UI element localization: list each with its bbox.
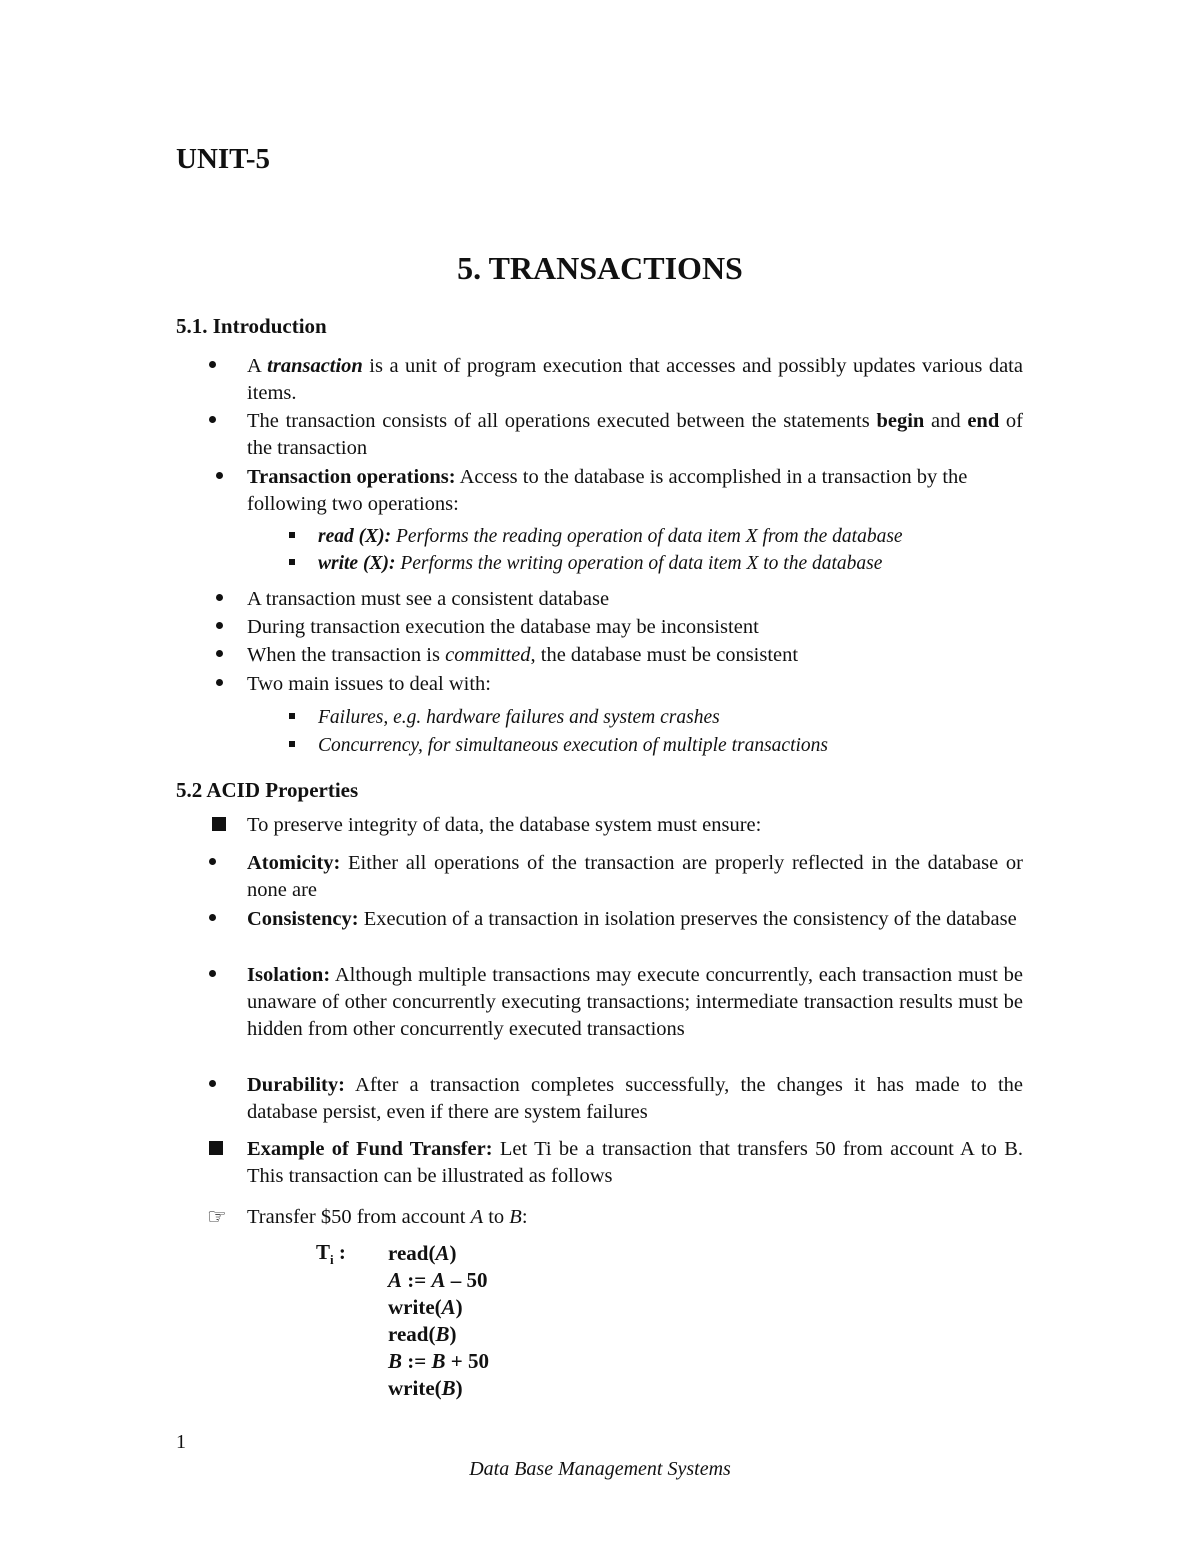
code-line: read(B) [388, 1322, 457, 1346]
property-consistency [247, 906, 1023, 933]
square-bullet-icon [282, 733, 302, 760]
item-label: Transaction operations: [247, 466, 456, 488]
var-b: B [509, 1206, 522, 1228]
property-atomicity [247, 850, 1023, 904]
property-durability [247, 1072, 1023, 1126]
chapter-title: 5. TRANSACTIONS [457, 250, 743, 286]
text: Execution of a transaction in isolation preserves the consistency of the database [358, 908, 1017, 930]
text: A [247, 355, 268, 377]
unit-title: UNIT-5 [176, 143, 271, 175]
property-label: Atomicity: [247, 852, 341, 874]
bullet-icon [209, 671, 229, 698]
code-line: write(A) [388, 1295, 463, 1319]
bullet-icon [209, 586, 229, 613]
text: When the transaction is [247, 644, 446, 666]
footer-title: Data Base Management Systems [469, 1458, 731, 1480]
bullet-icon [209, 850, 229, 877]
code-line: A := A – 50 [388, 1268, 488, 1292]
square-bullet-icon [282, 705, 302, 732]
bullet-icon [209, 614, 229, 641]
square-bullet-icon [209, 1136, 229, 1163]
property-label: Durability: [247, 1074, 345, 1096]
var-a: A [470, 1206, 484, 1228]
text: A transaction must see a consistent database [247, 588, 610, 610]
code-line: B := B + 50 [388, 1349, 489, 1373]
term: transaction [267, 355, 363, 377]
op-label: read (X): [318, 526, 392, 547]
text: of the transaction [247, 410, 1023, 459]
list-item [247, 671, 1023, 698]
transfer-line [207, 1204, 1023, 1231]
bullet-icon [209, 408, 229, 435]
keyword-begin: begin [876, 410, 925, 432]
square-bullet-icon [282, 551, 302, 578]
text: to [483, 1206, 510, 1228]
text: and [924, 410, 968, 432]
keyword-end: end [967, 410, 1000, 432]
acid-intro [247, 812, 1023, 839]
text: : [521, 1206, 528, 1228]
bullet-icon [209, 464, 229, 491]
text: During transaction execution the database may be inconsistent [247, 616, 759, 638]
text: Two main issues to deal with: [247, 673, 491, 695]
bullet-icon [209, 1072, 229, 1099]
text: Transfer $50 from account [247, 1206, 471, 1228]
list-item [247, 464, 1023, 518]
text: Although multiple transactions may execute concurrently, each transaction must be unaware of other concurrently executing transactions; intermediate transaction results must be hidden from other concurrently executed transactions [247, 964, 1023, 1040]
bullet-icon [209, 642, 229, 669]
property-label: Isolation: [247, 964, 331, 986]
sub-item-concurrency [318, 733, 1038, 759]
bullet-icon [209, 353, 229, 380]
text: is a unit of program execution that accesses and possibly updates various data items. [247, 355, 1023, 404]
text: Performs the writing operation of data item X to the database [395, 553, 883, 574]
list-item [247, 614, 1023, 641]
text: Concurrency, for simultaneous execution of multiple transactions [318, 735, 829, 756]
sub-item-failures [318, 705, 1038, 731]
property-label: Consistency: [247, 908, 359, 930]
bullet-icon [209, 962, 229, 989]
bullet-icon [209, 906, 229, 933]
example-fund-transfer [247, 1136, 1023, 1190]
square-bullet-icon [282, 524, 302, 551]
text: Let Ti be a transaction that transfers 50 from account A to B. This transaction can be illustrated as follows [247, 1138, 1024, 1187]
text: The transaction consists of all operations executed between the statements [247, 410, 877, 432]
example-label: Example of Fund Transfer: [247, 1138, 493, 1160]
square-bullet-icon [209, 812, 229, 839]
text: After a transaction completes successfully, the changes it has made to the database persist, even if there are system failures [247, 1074, 1023, 1123]
page-number: 1 [176, 1431, 186, 1453]
text: Failures, e.g. hardware failures and system crashes [318, 707, 720, 728]
section-heading-introduction: 5.1. Introduction [176, 314, 327, 338]
list-item [247, 408, 1023, 462]
list-item [247, 586, 1023, 613]
sub-item-write [318, 551, 1038, 577]
text: Either all operations of the transaction are properly reflected in the database or none are [247, 852, 1023, 901]
text: , the database must be consistent [530, 644, 799, 666]
text: Access to the database is accomplished in a transaction by the following two operations: [247, 466, 968, 515]
code-line: read(A) [388, 1241, 457, 1265]
list-item [247, 642, 1023, 669]
text: To preserve integrity of data, the database system must ensure: [247, 814, 762, 836]
op-label: write (X): [318, 553, 396, 574]
section-heading-acid: 5.2 ACID Properties [176, 778, 359, 802]
property-isolation [247, 962, 1023, 1043]
sub-item-read [318, 524, 1038, 550]
transaction-label: $T_i$ : [316, 1240, 346, 1268]
term: committed [445, 644, 531, 666]
code-line: write(B) [388, 1376, 463, 1400]
text: Performs the reading operation of data item X from the database [391, 526, 903, 547]
pointing-hand-icon: ☞ [207, 1204, 227, 1229]
list-item [247, 353, 1023, 407]
